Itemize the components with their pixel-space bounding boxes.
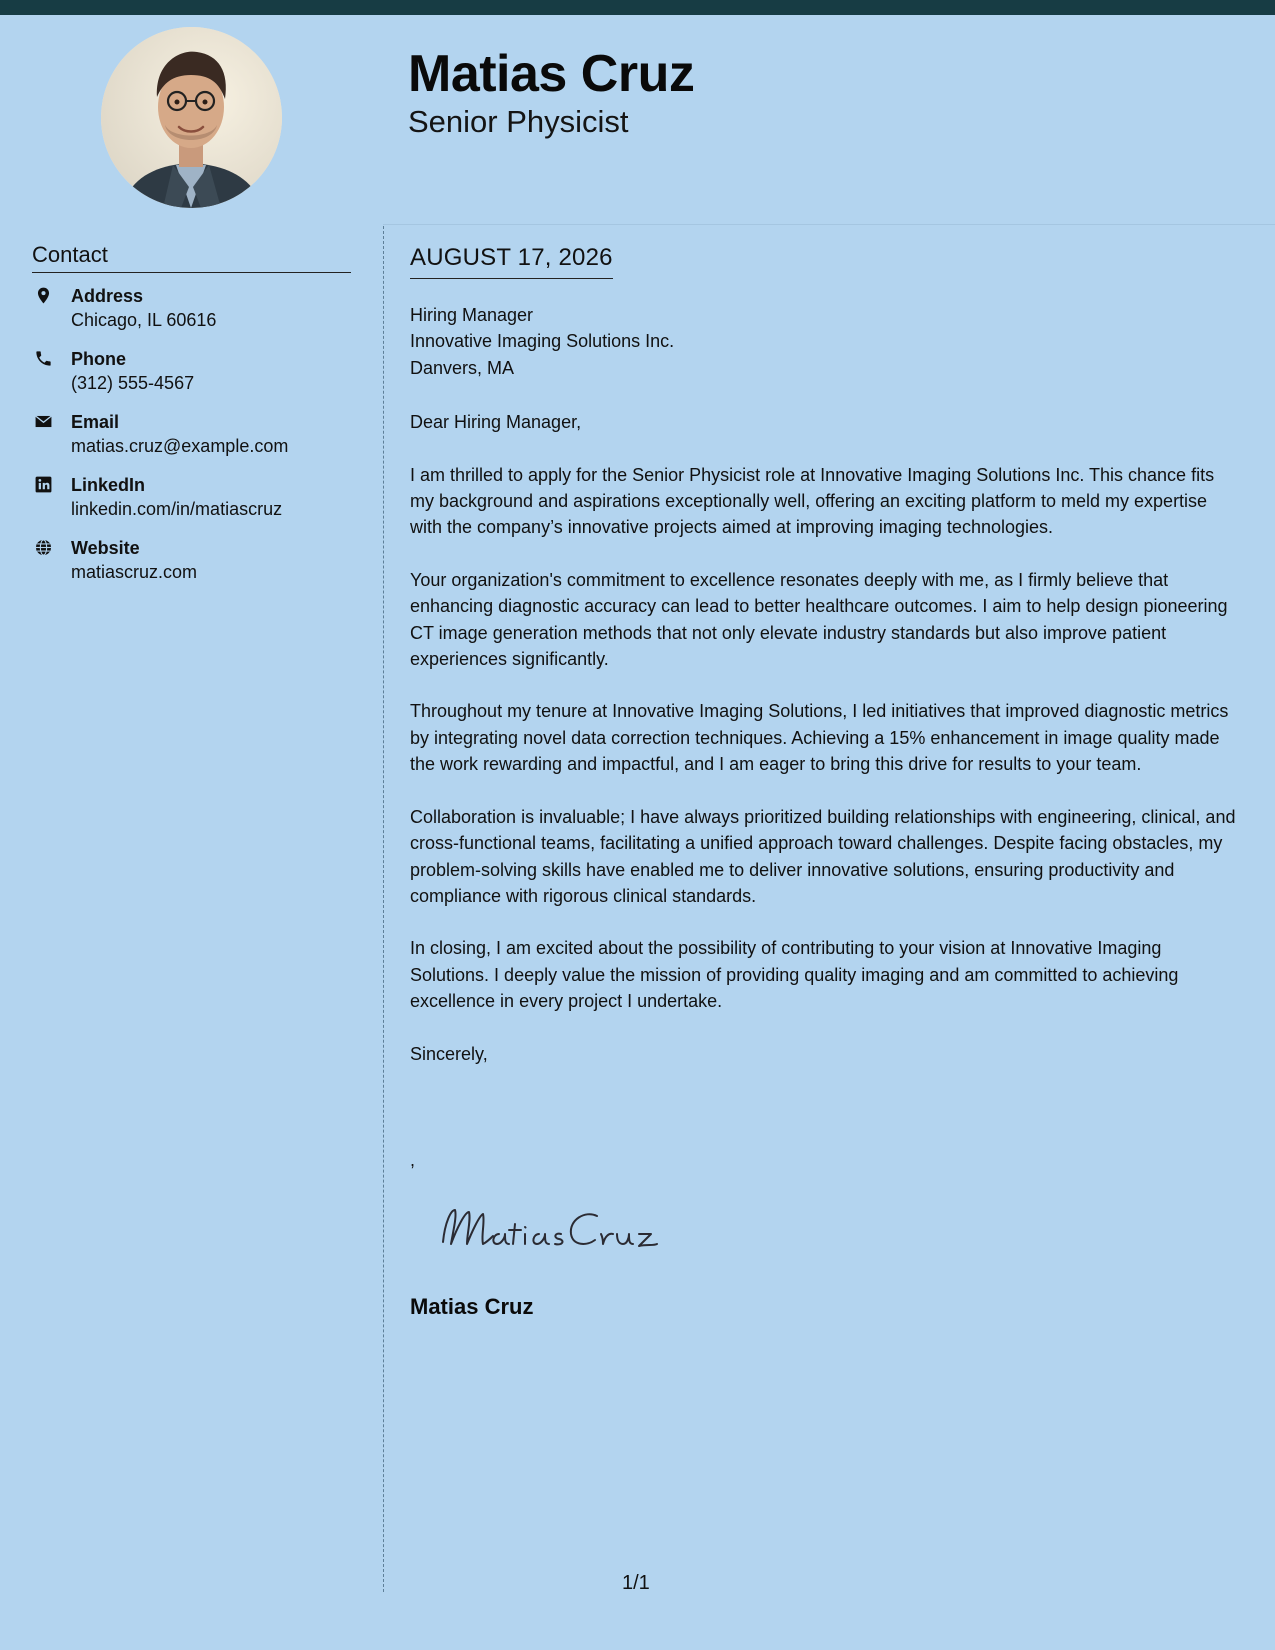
recipient-block (410, 302, 1240, 381)
envelope-icon (34, 412, 53, 431)
recipient-line: Innovative Imaging Solutions Inc. (410, 331, 675, 352)
profile-photo (101, 27, 282, 208)
salutation: Dear Hiring Manager, (410, 412, 582, 433)
candidate-title: Senior Physicist (408, 104, 629, 139)
candidate-name: Matias Cruz (408, 45, 695, 103)
contact-value[interactable]: linkedin.com/in/matiascruz (71, 499, 283, 519)
letter-date: AUGUST 17, 2026 (410, 244, 613, 279)
letter-body (410, 302, 1240, 1067)
letter-paragraph: I am thrilled to apply for the Senior Physicist role at Innovative Imaging Solutions Inc. This chance fits my background and aspirations exceptionally well, offering an exciting platform to meld my expertise with the company’s innovative projects aimed at improving imaging technologies. (410, 464, 1215, 538)
letter-paragraph: Collaboration is invaluable; I have always prioritized building relationships with engineering, clinical, and cross-functional teams, facilitating a unified approach toward challenges. Despite facing obstacles, my problem-solving skills have enabled me to deliver innovative solutions, ensuring productivity and compliance with rigorous clinical standards. (410, 806, 1236, 906)
contact-label: Phone (71, 349, 127, 369)
closing: Sincerely, (410, 1043, 488, 1064)
recipient-line: Danvers, MA (410, 357, 515, 378)
globe-icon (34, 538, 53, 557)
contact-value[interactable]: matiascruz.com (71, 562, 198, 582)
contact-label: Website (71, 538, 140, 558)
phone-icon (34, 349, 53, 368)
contact-heading: Contact (32, 242, 351, 273)
signature-image (435, 1202, 695, 1256)
letter-paragraph: Your organization's commitment to excellence resonates deeply with me, as I firmly believe that enhancing diagnostic accuracy can lead to better healthcare outcomes. I aim to help design pioneering CT image generation methods that not only elevate industry standards but also improve patient experiences significantly. (410, 569, 1228, 670)
letter-paragraph: In closing, I am excited about the possibility of contributing to your vision at Innovative Imaging Solutions. I deeply value the mission of providing quality imaging and am committed to achieving excellence in every project I undertake. (410, 938, 1179, 1012)
contact-label: Address (71, 286, 144, 306)
signer-name: Matias Cruz (410, 1294, 534, 1319)
contact-list (32, 285, 362, 600)
contact-label: LinkedIn (71, 475, 146, 495)
contact-email (32, 411, 362, 474)
contact-phone (32, 348, 362, 411)
contact-value: Chicago, IL 60616 (71, 310, 217, 330)
contact-value[interactable]: matias.cruz@example.com (71, 436, 289, 456)
contact-value: (312) 555-4567 (71, 373, 195, 393)
contact-linkedin (32, 474, 362, 537)
linkedin-icon (34, 475, 53, 494)
page-number: 1/1 (622, 1572, 650, 1594)
column-divider (383, 226, 384, 1592)
contact-label: Email (71, 412, 120, 432)
recipient-line: Hiring Manager (410, 305, 534, 325)
contact-website (32, 537, 362, 600)
top-bar (0, 0, 1275, 15)
contact-address (32, 285, 362, 348)
header-divider (383, 224, 1275, 225)
letter-paragraph: Throughout my tenure at Innovative Imaging Solutions, I led initiatives that improved diagnostic metrics by integrating novel data correction techniques. Achieving a 15% enhancement in image quality made the work rewarding and impactful, and I am eager to bring this drive for results to your team. (410, 701, 1229, 775)
signature-comma: , (410, 1150, 416, 1170)
map-pin-icon (34, 286, 53, 305)
